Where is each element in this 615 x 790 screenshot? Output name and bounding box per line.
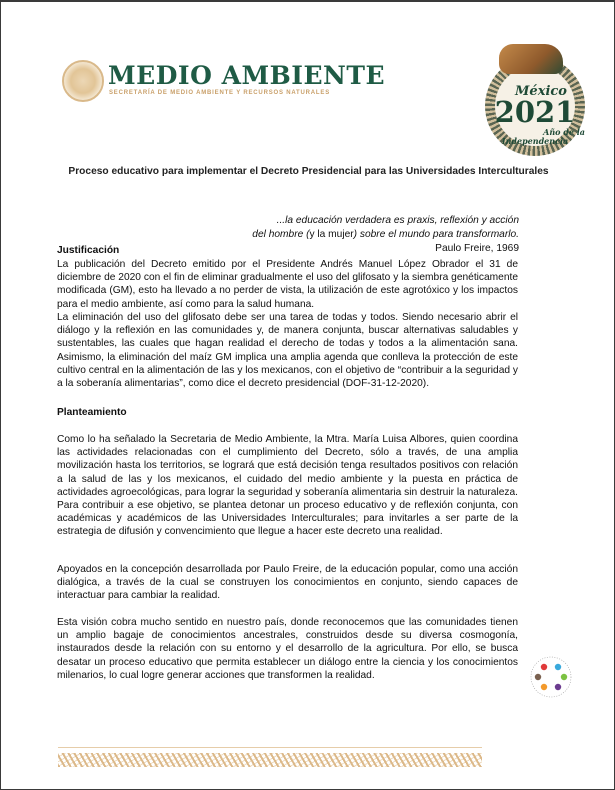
paragraph-justificacion-1: La publicación del Decreto emitido por el Presidente Andrés Manuel López Obrador el 31 de diciembre de 2020 con el fin de eliminar gradualmente el uso del glifosato y la siembra genéticamente modificada (GM), esto ha llevado a no perder de vista, la utilización de este agrotóxico y los impactos para el medio ambiente, así como para la salud humana.	[57, 259, 518, 310]
document-title: Proceso educativo para implementar el Decreto Presidencial para las Universidades Interculturales	[68, 166, 549, 177]
epigraph-attribution: Paulo Freire, 1969	[435, 243, 519, 254]
page-header	[1, 2, 615, 152]
emblem-year: 2021	[494, 95, 576, 129]
epigraph	[57, 214, 519, 256]
people-circle-network-icon	[529, 655, 573, 699]
paragraph-planteamiento-2: Apoyados en la concepción desarrollada por Paulo Freire, de la educación popular, como una acción dialógica, a través de la cual se construyen los conocimientos en conjunto, siendo capaces de interactuar para cambiar la realidad.	[57, 564, 518, 602]
heading-justificacion: Justificación	[57, 245, 120, 256]
coat-of-arms-seal-icon	[62, 60, 104, 102]
epigraph-line1: ...la educación verdadera es praxis, reflexión y acción	[276, 215, 519, 226]
serpent-head-icon	[499, 44, 563, 74]
emblem-country: México	[515, 84, 567, 99]
brand-subtitle: SECRETARÍA DE MEDIO AMBIENTE Y RECURSOS NATURALES	[109, 90, 330, 96]
paragraph-justificacion-2: La eliminación del uso del glifosato debe ser una tarea de todas y todos. Siendo necesario abrir el diálogo y la reflexión en las comunidades y, de manera conjunta, buscar alternativas saludables y sustentables, las cuales que hagan realidad el derecho de todas y todos a la alimentación sana. Asimismo, la eliminación del maíz GM implica una amplia agenda que conlleva la protección de este cultivo central en la alimentación de las y los mexicanos, con el objetivo de “contribuir a la seguridad y a la soberanía alimentarias”, como dice el decreto presidencial (DOF-31-12-2020).	[57, 312, 518, 390]
mexico-2021-emblem	[481, 36, 597, 152]
paragraph-planteamiento-3: Esta visión cobra mucho sentido en nuestro país, donde reconocemos que las comunidades tienen un amplio bagaje de conocimientos ancestrales, construidos desde su diversa cosmogonía, instaurados desde la relación con su entorno y el desarrollo de la agricultura. Por ello, se busca desatar un proceso educativo que permita establecer un diálogo entre la ciencia y los conocimientos milenarios, lo cual logre generar acciones que transformen la realidad.	[57, 617, 518, 681]
emblem-line2: Independencia	[501, 136, 569, 146]
footer-rule	[58, 747, 482, 748]
epigraph-line2c: ) sobre el mundo para transformarlo.	[353, 229, 519, 240]
epigraph-line2b: y la mujer	[309, 229, 354, 240]
emblem-line1: Año de la	[543, 127, 585, 137]
footer-ornament-band	[58, 753, 482, 767]
heading-planteamiento: Planteamiento	[57, 407, 127, 418]
epigraph-line2a: del hombre (	[252, 229, 310, 240]
brand-title: MEDIO AMBIENTE	[108, 61, 386, 90]
paragraph-planteamiento-1: Como lo ha señalado la Secretaria de Medio Ambiente, la Mtra. María Luisa Albores, quien coordina las actividades relacionadas con el cumplimiento del Decreto, sólo a través, de una amplia movilización hasta los territorios, se logrará que está decisión tenga resultados positivos con relación a la salud de las y los mexicanos, el cuidado del medio ambiente y la puesta en práctica de actividades agroecológicas, para lograr la seguridad y soberanía alimentaria sin destruir la naturaleza. Para contribuir a ese objetivo, se plantea detonar un proceso educativo y de reflexión conjunta, con académicas y académicos de las Universidades Interculturales; para invitarles a ser parte de la estrategia de difusión y convencimiento que llegue a hacer este decreto una realidad.	[57, 434, 518, 538]
